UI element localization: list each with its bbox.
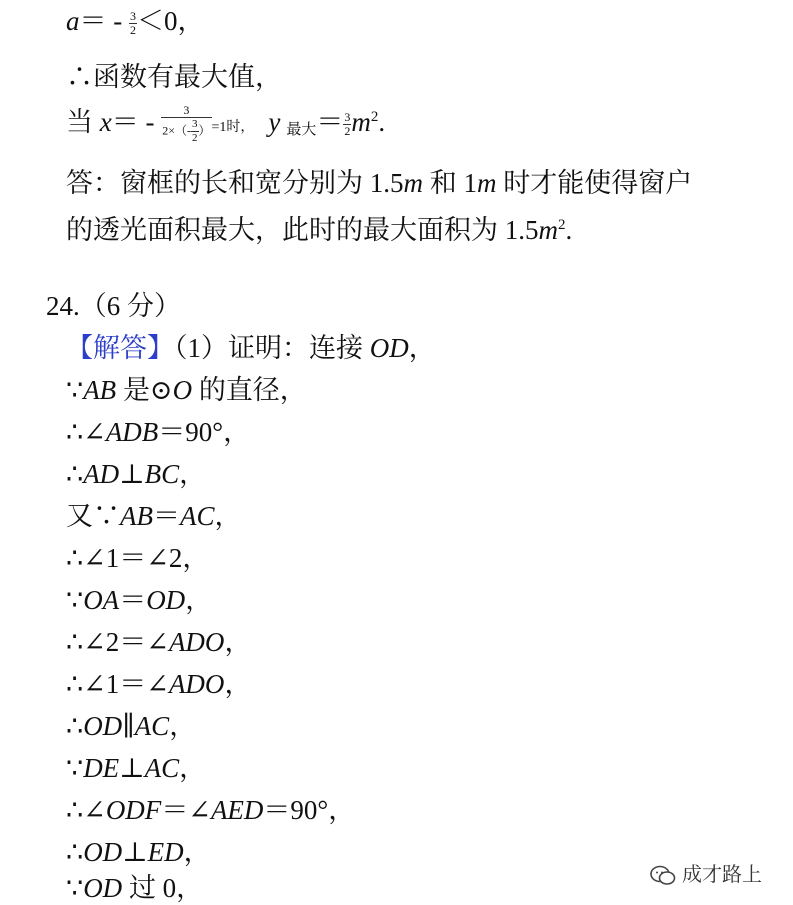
watermark	[650, 858, 762, 887]
line-solution-start: 【解答】（1）证明：连接 OD，	[66, 333, 436, 363]
line-od-parallel-ac: ∴OD∥AC，	[66, 711, 197, 741]
line-angle1-eq-ado: ∴∠1＝∠ADO，	[66, 669, 252, 699]
vertex-fraction: 3 2×（- $\frac{3}{2}$ ）	[162, 103, 211, 145]
equals: ＝ -	[79, 6, 129, 36]
line-angle-adb: ∴∠ADB＝90°，	[66, 417, 251, 447]
fraction-3-2: $\frac{3}{2}$	[130, 9, 136, 38]
watermark-text: 成才路上	[682, 862, 762, 886]
line-de-perp-ac: ∵DE⊥AC，	[66, 753, 207, 783]
line-angle1-eq-angle2: ∴∠1＝∠2，	[66, 543, 210, 573]
var-a: a	[66, 6, 80, 36]
line-angle-odf: ∴∠ODF＝∠AED＝90°，	[66, 795, 356, 825]
line-angle2-eq-ado: ∴∠2＝∠ADO，	[66, 627, 252, 657]
line-od-perp-ed: ∴OD⊥ED，	[66, 837, 211, 867]
line-diameter: ∵AB 是⊙O 的直径，	[66, 375, 307, 405]
line-a-negative	[66, 4, 205, 38]
line-ab-eq-ac: 又∵AB＝AC，	[66, 501, 242, 531]
line-has-max: ∴函数有最大值，	[66, 62, 282, 92]
line-answer-2: 的透光面积最大，此时的最大面积为 $1.5m^2$.	[66, 215, 573, 245]
line-oa-eq-od: ∵OA＝OD，	[66, 585, 213, 615]
line-ad-perp-bc: ∴AD⊥BC，	[66, 459, 207, 489]
line-od-passes-o: ∵OD 过 0，	[66, 873, 204, 903]
question-24-heading: 24.（6 分）	[46, 291, 181, 321]
solution-tag: 【解答】	[66, 333, 174, 363]
wechat-icon	[650, 862, 682, 886]
less-than-zero: ＜0，	[137, 6, 205, 36]
line-when-x: 当 x＝ - 3 2×（- $\frac{3}{2}$ ） =1时， y $_{最大}$＝ $\frac{3}{2}$ $m^2$.	[66, 103, 386, 145]
line-answer-1: 答：窗框的长和宽分别为 1.5m 和 1m 时才能使得窗户	[66, 168, 693, 198]
